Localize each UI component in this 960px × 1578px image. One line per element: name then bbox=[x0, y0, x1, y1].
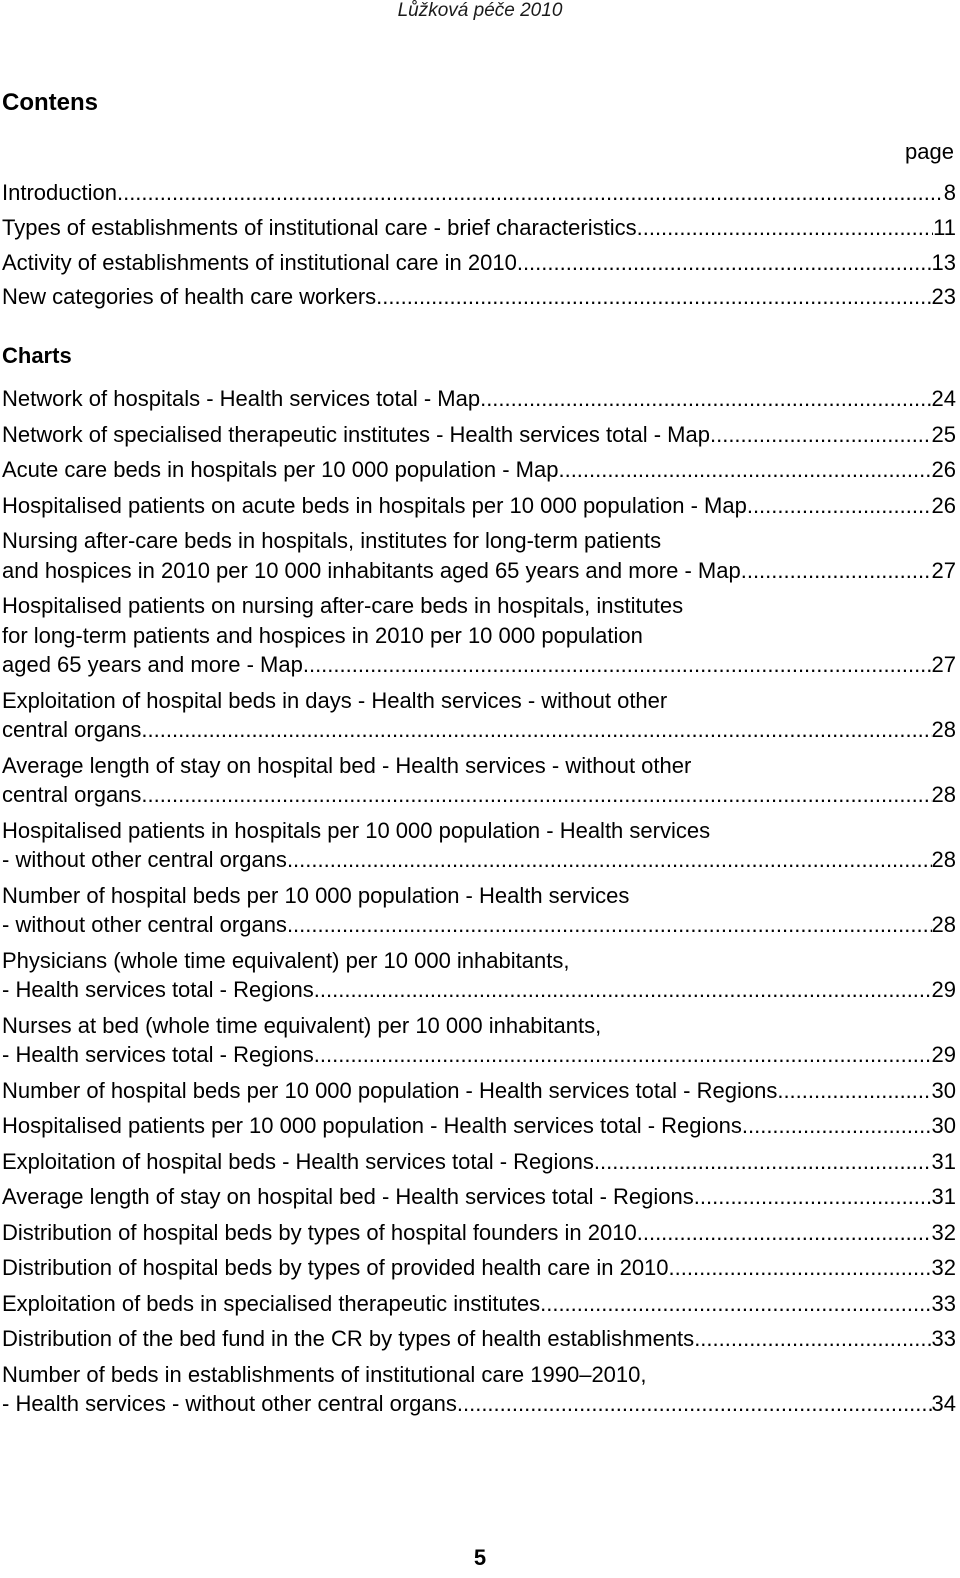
toc-entry-text: - without other central organs bbox=[2, 847, 287, 872]
toc-entry-line: Nursing after-care beds in hospitals, institutes for long-term patients bbox=[2, 528, 662, 553]
toc-entry-last-line bbox=[2, 715, 956, 745]
dot-leader bbox=[777, 1076, 931, 1106]
toc-entry-page: 30 bbox=[931, 1113, 956, 1138]
toc-entry[interactable] bbox=[0, 1076, 956, 1106]
toc-entry[interactable] bbox=[0, 526, 956, 585]
dot-leader bbox=[637, 1218, 932, 1248]
toc-entry-text: aged 65 years and more - Map bbox=[2, 652, 303, 677]
dot-leader bbox=[747, 491, 932, 521]
toc-entry-page: 27 bbox=[931, 652, 956, 677]
dot-leader bbox=[314, 1040, 932, 1070]
dot-leader bbox=[287, 910, 932, 940]
toc-entry[interactable] bbox=[0, 1289, 956, 1319]
dot-leader bbox=[117, 176, 944, 211]
toc-entry-last-line bbox=[2, 280, 956, 315]
toc-entry-last-line bbox=[2, 246, 956, 281]
toc-entry-text: Acute care beds in hospitals per 10 000 population - Map bbox=[2, 457, 559, 482]
toc-entry-page: 27 bbox=[931, 557, 956, 583]
toc-entry-text: - Health services - without other central organs bbox=[2, 1391, 457, 1416]
page-number: 5 bbox=[473, 1545, 487, 1570]
dot-leader bbox=[710, 420, 932, 450]
toc-entry-page: 32 bbox=[931, 1219, 956, 1245]
toc-entry-line: Hospitalised patients in hospitals per 10 000 population - Health services bbox=[2, 817, 711, 843]
toc-entry-last-line bbox=[2, 910, 956, 940]
toc-entry-last-line bbox=[2, 845, 956, 875]
toc-entry[interactable] bbox=[0, 1147, 956, 1177]
dot-leader bbox=[314, 975, 932, 1005]
contents-heading: Contens bbox=[2, 89, 98, 116]
toc-entry-last-line bbox=[2, 176, 956, 211]
toc-entry[interactable] bbox=[0, 1360, 956, 1419]
dot-leader bbox=[694, 1324, 931, 1354]
dot-leader bbox=[141, 715, 931, 745]
dot-leader bbox=[594, 1147, 932, 1177]
toc-entry-text: Number of hospital beds per 10 000 population - Health services total - Regions bbox=[2, 1077, 778, 1103]
toc-entry-line: Number of beds in establishments of institutional care 1990–2010, bbox=[2, 1361, 647, 1387]
toc-entry[interactable] bbox=[0, 176, 956, 211]
intro-entries bbox=[0, 176, 956, 315]
toc-entry-line: for long-term patients and hospices in 2010 per 10 000 population bbox=[2, 622, 643, 648]
toc-entry-text: Hospitalised patients per 10 000 population - Health services total - Regions bbox=[2, 1113, 742, 1138]
toc-entry-text: and hospices in 2010 per 10 000 inhabitants aged 65 years and more - Map bbox=[2, 557, 741, 583]
dot-leader bbox=[480, 384, 931, 414]
toc-entry-text: - Health services total - Regions bbox=[2, 1042, 314, 1067]
dot-leader bbox=[558, 455, 931, 485]
toc-entry[interactable] bbox=[0, 686, 956, 745]
dot-leader bbox=[669, 1253, 932, 1283]
toc-entry-page: 25 bbox=[931, 421, 956, 447]
toc-entry-page: 29 bbox=[931, 1042, 956, 1067]
running-header: Lůžková péče 2010 bbox=[397, 0, 563, 21]
toc-entry-text: Introduction bbox=[2, 180, 117, 205]
toc-entry-last-line bbox=[2, 975, 956, 1005]
toc-entry-last-line bbox=[2, 1182, 956, 1212]
toc-entry-page: 28 bbox=[931, 847, 956, 872]
dot-leader bbox=[741, 556, 932, 586]
toc-entry[interactable] bbox=[0, 946, 956, 1005]
dot-leader bbox=[303, 650, 932, 680]
toc-entry-last-line bbox=[2, 1253, 956, 1283]
toc-entry-page: 31 bbox=[931, 1148, 956, 1174]
toc-entry[interactable] bbox=[0, 280, 956, 315]
toc-entry-text: Network of specialised therapeutic institutes - Health services total - Map bbox=[2, 421, 710, 447]
toc-entry[interactable] bbox=[0, 1011, 956, 1070]
toc-entry-last-line bbox=[2, 1389, 956, 1419]
toc-entry-text: Distribution of hospital beds by types of provided health care in 2010 bbox=[2, 1255, 669, 1280]
toc-entry-text: central organs bbox=[2, 717, 142, 742]
toc-entry-page: 33 bbox=[931, 1290, 956, 1316]
toc-entry-text: Activity of establishments of institutional care in 2010 bbox=[2, 249, 517, 275]
toc-entry[interactable] bbox=[0, 1111, 956, 1141]
toc-entry-page: 26 bbox=[931, 457, 956, 482]
toc-entry-last-line bbox=[2, 420, 956, 450]
toc-entry-last-line bbox=[2, 1040, 956, 1070]
toc-entry[interactable] bbox=[0, 816, 956, 875]
page-column-label: page bbox=[905, 139, 954, 164]
toc-entry-line: Nurses at bed (whole time equivalent) per 10 000 inhabitants, bbox=[2, 1012, 602, 1038]
toc-entry-text: central organs bbox=[2, 782, 142, 807]
toc-entry-page: 32 bbox=[931, 1255, 956, 1280]
toc-entry-text: Distribution of hospital beds by types of hospital founders in 2010 bbox=[2, 1219, 637, 1245]
toc-entry-line: Average length of stay on hospital bed - Health services - without other bbox=[2, 752, 692, 778]
toc-entry-page: 26 bbox=[931, 492, 956, 518]
toc-entry-page: 24 bbox=[931, 386, 956, 411]
toc-entry[interactable] bbox=[0, 751, 956, 810]
toc-entry-last-line bbox=[2, 455, 956, 485]
toc-entry[interactable] bbox=[0, 246, 956, 281]
toc-entry-text: Exploitation of beds in specialised therapeutic institutes bbox=[2, 1290, 541, 1316]
toc-entry-last-line bbox=[2, 780, 956, 810]
toc-entry-page: 11 bbox=[933, 214, 956, 240]
toc-entry[interactable] bbox=[0, 384, 956, 414]
dot-leader bbox=[540, 1289, 931, 1319]
toc-entry-line: Physicians (whole time equivalent) per 10 000 inhabitants, bbox=[2, 947, 570, 973]
dot-leader bbox=[694, 1182, 932, 1212]
toc-entry-last-line bbox=[2, 384, 956, 414]
toc-entry-page: 29 bbox=[931, 977, 956, 1002]
toc-entry-page: 28 bbox=[931, 912, 956, 937]
toc-entry-text: - without other central organs bbox=[2, 912, 287, 937]
dot-leader bbox=[457, 1389, 932, 1419]
toc-entry[interactable] bbox=[0, 591, 956, 680]
toc-entry-page: 34 bbox=[931, 1391, 956, 1416]
toc-entry-line: Hospitalised patients on nursing after-care beds in hospitals, institutes bbox=[2, 593, 684, 618]
toc-entry-page: 13 bbox=[931, 249, 956, 275]
toc-entry[interactable] bbox=[0, 491, 956, 521]
toc-entry-last-line bbox=[2, 491, 956, 521]
toc-entry-page: 23 bbox=[931, 284, 956, 310]
chart-entries bbox=[0, 342, 956, 1425]
toc-entry-last-line bbox=[2, 556, 956, 586]
toc-entry-page: 31 bbox=[931, 1184, 956, 1209]
toc-entry-text: Average length of stay on hospital bed - Health services total - Regions bbox=[2, 1184, 694, 1209]
toc-entry-page: 8 bbox=[943, 180, 956, 205]
toc-entry-text: Network of hospitals - Health services total - Map bbox=[2, 386, 481, 411]
toc-entry-page: 28 bbox=[931, 782, 956, 807]
toc-entry-text: New categories of health care workers bbox=[2, 284, 377, 310]
toc-entry-last-line bbox=[2, 211, 956, 246]
toc-entry-text: - Health services total - Regions bbox=[2, 977, 314, 1002]
dot-leader bbox=[141, 780, 931, 810]
toc-entry[interactable] bbox=[0, 1253, 956, 1283]
toc-entry-last-line bbox=[2, 1289, 956, 1319]
toc-entry-text: Hospitalised patients on acute beds in hospitals per 10 000 population - Map bbox=[2, 492, 747, 518]
toc-entry-page: 30 bbox=[931, 1077, 956, 1103]
toc-entry[interactable] bbox=[0, 211, 956, 246]
dot-leader bbox=[637, 211, 934, 246]
dot-leader bbox=[287, 845, 932, 875]
toc-entry-text: Exploitation of hospital beds - Health services total - Regions bbox=[2, 1148, 594, 1174]
toc-entry-last-line bbox=[2, 650, 956, 680]
toc-entry[interactable] bbox=[0, 420, 956, 450]
toc-entry[interactable] bbox=[0, 455, 956, 485]
toc-entry-text: Distribution of the bed fund in the CR by types of health establishments bbox=[2, 1326, 695, 1351]
toc-entry-last-line bbox=[2, 1111, 956, 1141]
dot-leader bbox=[517, 246, 932, 281]
toc-entry-last-line bbox=[2, 1147, 956, 1177]
toc-entry-page: 33 bbox=[931, 1326, 956, 1351]
dot-leader bbox=[376, 280, 931, 315]
toc-entry-text: Types of establishments of institutional care - brief characteristics bbox=[2, 214, 637, 240]
toc-entry-page: 28 bbox=[931, 717, 956, 742]
toc-entry-last-line bbox=[2, 1218, 956, 1248]
toc-entry-line: Exploitation of hospital beds in days - Health services - without other bbox=[2, 687, 668, 713]
toc-entry[interactable] bbox=[0, 1324, 956, 1354]
toc-entry-last-line bbox=[2, 1076, 956, 1106]
toc-entry[interactable] bbox=[0, 1218, 956, 1248]
toc-entry[interactable] bbox=[0, 881, 956, 940]
toc-entry-line: Number of hospital beds per 10 000 population - Health services bbox=[2, 882, 630, 908]
toc-entry-last-line bbox=[2, 1324, 956, 1354]
charts-heading: Charts bbox=[2, 343, 72, 368]
toc-entry[interactable] bbox=[0, 1182, 956, 1212]
dot-leader bbox=[742, 1111, 932, 1141]
